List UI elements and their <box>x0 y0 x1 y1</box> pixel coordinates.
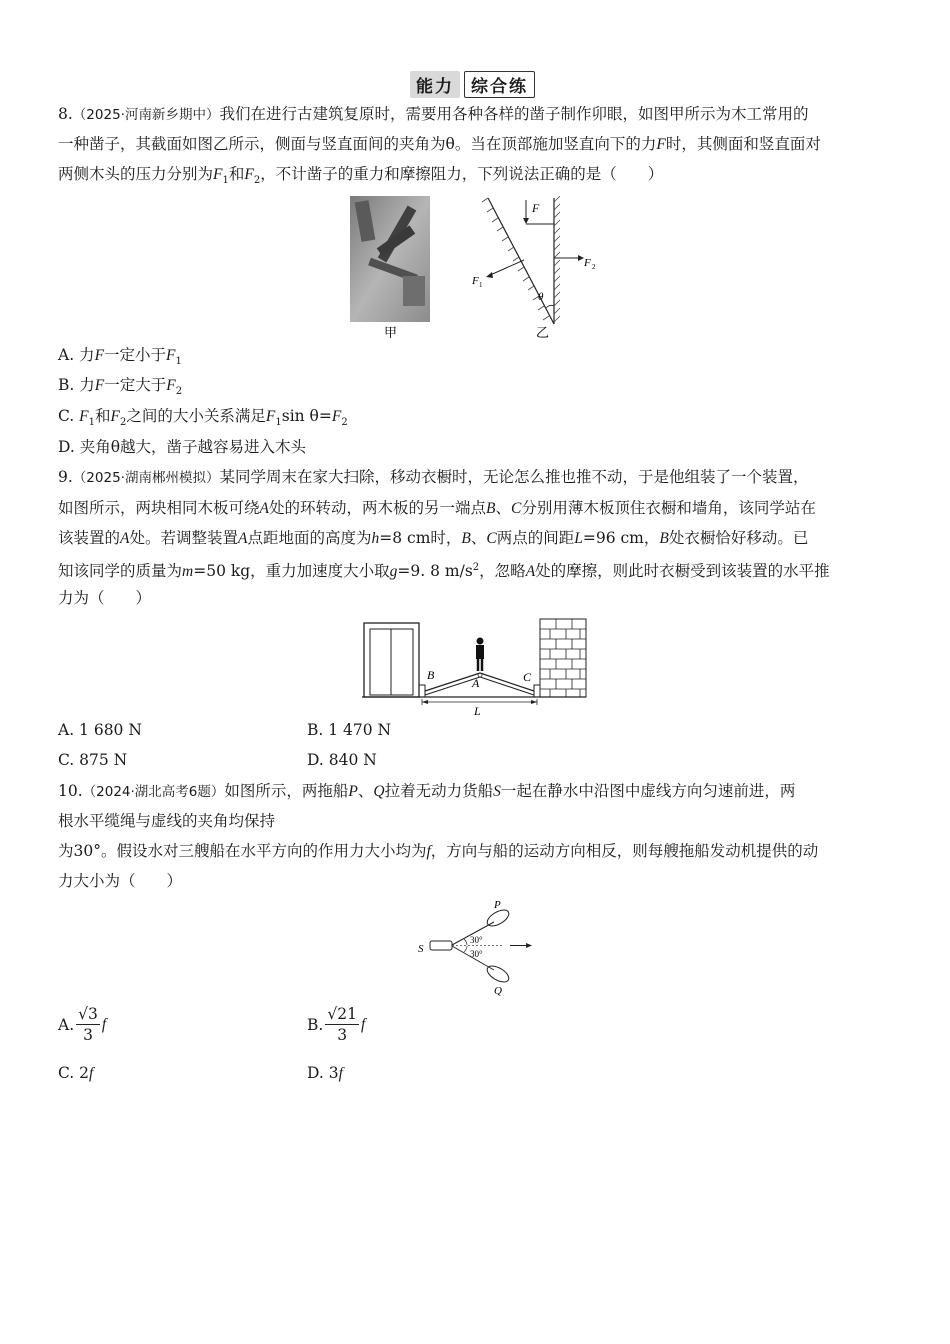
fraction-sqrt21-over-3: $\frac{√21}{3}$ <box>327 1005 357 1044</box>
fraction-sqrt3-over-3: $\frac{√3}{3}$ <box>78 1005 98 1044</box>
q9-source: （2025·湖南郴州模拟） <box>72 470 220 486</box>
svg-text:C: C <box>523 670 532 684</box>
header-part2: 综合练 <box>464 71 535 98</box>
svg-text:30°: 30° <box>470 949 483 959</box>
svg-text:P: P <box>494 899 501 911</box>
svg-text:2: 2 <box>592 263 596 271</box>
q10-option-b[interactable]: B. $\frac{√21}{3}$ f <box>307 1005 366 1044</box>
svg-text:甲: 甲 <box>384 326 398 341</box>
svg-text:A: A <box>472 676 480 690</box>
q9-line3: 该装置的A处。若调整装置A点距地面的高度为h=8 cm时，B、C两点的间距L=96 cm，B处衣橱恰好移动。已 <box>58 529 809 547</box>
svg-text:F: F <box>532 201 540 215</box>
svg-text:B: B <box>427 668 435 682</box>
q10-line1: 10.（2024·湖北高考6题）如图所示，两拖船P、Q拉着无动力货船S一起在静水中沿图中虚线方向匀速前进，两 <box>58 782 796 800</box>
q9-option-c[interactable]: C. 875 N <box>58 751 128 769</box>
svg-text:F: F <box>584 257 591 269</box>
svg-text:F: F <box>472 275 479 287</box>
q8-line2: 一种凿子，其截面如图乙所示，侧面与竖直面间的夹角为θ。当在顶部施加竖直向下的力F时，其侧面和竖直面对 <box>58 135 821 153</box>
q9-option-b[interactable]: B. 1 470 N <box>307 721 392 739</box>
q9-line4: 知该同学的质量为m=50 kg，重力加速度大小取g=9. 8 $m/s^2$，忽略A处的摩擦，则此时衣橱受到该装置的水平推 <box>58 562 830 581</box>
svg-text:L: L <box>474 704 481 717</box>
q10-figure <box>412 896 542 1000</box>
q8-option-a[interactable]: A. 力F一定小于$F_1$ <box>58 346 182 368</box>
q8-figure-jia <box>348 196 432 342</box>
q8-figure-yi <box>466 196 606 342</box>
q10-option-c[interactable]: C. 2f <box>58 1064 94 1082</box>
q8-line1: 8.（2025·河南新乡期中）我们在进行古建筑复原时，需要用各种各样的凿子制作卯眼，如图甲所示为木工常用的 <box>58 105 809 123</box>
svg-text:θ: θ <box>538 291 544 303</box>
q10-option-a[interactable]: A. $\frac{√3}{3}$ f <box>58 1005 107 1044</box>
q10-line3: 为30°。假设水对三艘船在水平方向的作用力大小均为f，方向与船的运动方向相反，则每艘拖船发动机提供的动 <box>58 842 819 860</box>
q9-line2: 如图所示，两块相同木板可绕A处的环转动，两木板的另一端点B、C分别用薄木板顶住衣橱和墙角，该同学站在 <box>58 499 816 517</box>
q9-option-d[interactable]: D. 840 N <box>307 751 377 769</box>
q10-line4: 力大小为（ ） <box>58 872 183 890</box>
svg-text:S: S <box>418 943 424 955</box>
q9-line5: 力为（ ） <box>58 589 152 607</box>
q10-option-d[interactable]: D. 3f <box>307 1064 343 1082</box>
q8-option-c[interactable]: C. $F_1$和$F_2$之间的大小关系满足$F_1\sin$ $\theta=F_2$ <box>58 407 348 429</box>
header-part1: 能力 <box>410 71 460 98</box>
svg-text:Q: Q <box>494 985 502 997</box>
q8-option-d[interactable]: D. 夹角θ越大，凿子越容易进入木头 <box>58 438 307 456</box>
svg-text:乙: 乙 <box>536 326 550 341</box>
q8-option-b[interactable]: B. 力F一定大于$F_2$ <box>58 376 183 398</box>
q9-option-a[interactable]: A. 1 680 N <box>58 721 142 739</box>
q10-source: （2024·湖北高考6题） <box>82 784 225 800</box>
section-header <box>410 72 535 96</box>
q9-figure <box>360 617 590 717</box>
q8-line3: 两侧木头的压力分别为$F_1$和$F_2$，不计凿子的重力和摩擦阻力，下列说法正确的是（ ） <box>58 165 664 187</box>
q8-source: （2025·河南新乡期中） <box>72 107 220 123</box>
svg-text:1: 1 <box>479 281 483 289</box>
q9-line1: 9.（2025·湖南郴州模拟）某同学周末在家大扫除，移动衣橱时，无论怎么推也推不动，于是他组装了一个装置， <box>58 468 809 486</box>
q10-line2: 根水平缆绳与虚线的夹角均保持 <box>58 812 276 830</box>
svg-text:30°: 30° <box>470 935 483 945</box>
